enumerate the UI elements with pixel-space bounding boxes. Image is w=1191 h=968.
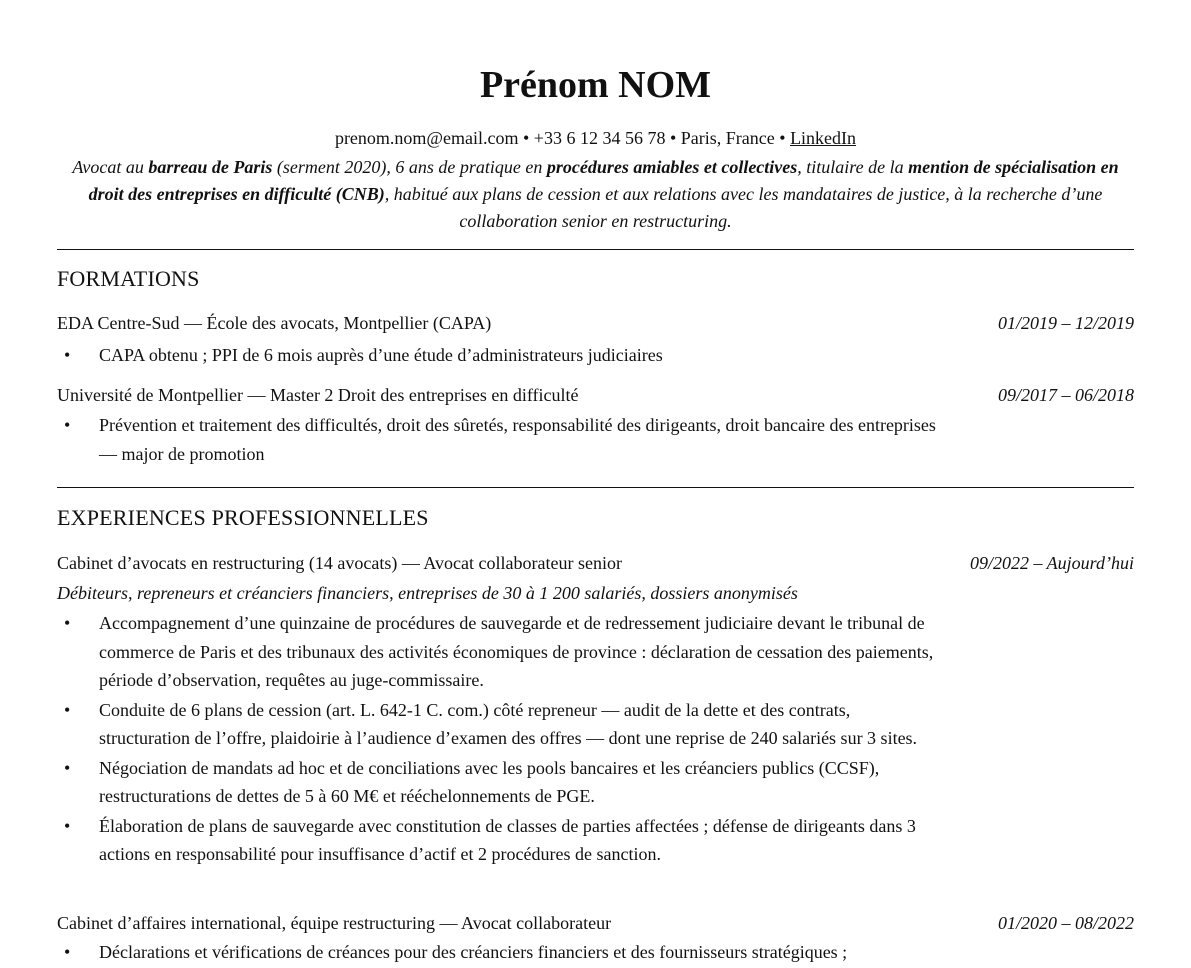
section-title-formations: FORMATIONS bbox=[57, 266, 200, 291]
summary-text: Avocat au bbox=[72, 157, 149, 177]
summary-bold: procédures amiables et collectives bbox=[546, 157, 798, 177]
section-divider bbox=[57, 487, 1134, 488]
linkedin-link[interactable]: LinkedIn bbox=[790, 128, 857, 148]
list-item: • Déclarations et vérifications de créances pour des créanciers financiers et des fournisseurs stratégiques ; bbox=[57, 938, 939, 967]
summary-text: , titulaire de la bbox=[797, 157, 909, 177]
experience-entry-header bbox=[57, 551, 1134, 575]
experience-date: 01/2020 – 08/2022 bbox=[997, 913, 1134, 933]
summary-text: (serment 2020), 6 ans de pratique en bbox=[272, 157, 547, 177]
education-date: 09/2017 – 06/2018 bbox=[997, 385, 1134, 405]
list-item: • Prévention et traitement des difficultés, droit des sûretés, responsabilité des dirigeants, droit bancaire des entreprises — major de promotion bbox=[57, 411, 939, 468]
list-item: • Négociation de mandats ad hoc et de conciliations avec les pools bancaires et les créanciers publics (CCSF), restructurations de dettes de 5 à 60 M€ et rééchelonnements de PGE. bbox=[57, 754, 939, 811]
contact-separator: • bbox=[518, 128, 534, 148]
list-item: • Accompagnement d’une quinzaine de procédures de sauvegarde et de redressement judiciaire devant le tribunal de commerce de Paris et des tribunaux des activités économiques de province : déclaration de cessation des paiements, période d’observation, requêtes au juge-commissaire. bbox=[57, 609, 939, 695]
section-divider bbox=[57, 249, 1134, 250]
experience-title: Cabinet d’affaires international, équipe restructuring — Avocat collaborateur bbox=[57, 913, 612, 933]
experience-date: 09/2022 – Aujourd’hui bbox=[969, 553, 1134, 573]
summary-text: , habitué aux plans de cession et aux relations avec les mandataires de justice, à la recherche d’une collaboration senior en restructuring. bbox=[384, 184, 1103, 231]
summary-bold: mention de spécialisation en droit des entreprises en difficulté (CNB) bbox=[88, 157, 1119, 204]
summary-bold: barreau de Paris bbox=[148, 157, 273, 177]
education-entry-header bbox=[57, 383, 1134, 407]
list-item: • Élaboration de plans de sauvegarde avec constitution de classes de parties affectées ; défense de dirigeants dans 3 actions en responsabilité pour insuffisance d’actif et 2 procédures de sanction. bbox=[57, 812, 939, 869]
list-item: • Conduite de 6 plans de cession (art. L. 642-1 C. com.) côté repreneur — audit de la dette et des contrats, structuration de l’offre, plaidoirie à l’audience d’examen des offres — dont une reprise de 240 salariés sur 3 sites. bbox=[57, 696, 939, 753]
contact-separator: • bbox=[774, 128, 791, 148]
list-item: • CAPA obtenu ; PPI de 6 mois auprès d’une étude d’administrateurs judiciaires bbox=[57, 341, 939, 370]
contact-phone: +33 6 12 34 56 78 bbox=[533, 128, 666, 148]
contact-line bbox=[57, 126, 1134, 150]
experience-entry-header bbox=[57, 911, 1134, 935]
education-date: 01/2019 – 12/2019 bbox=[997, 313, 1134, 333]
experience-bullets bbox=[57, 609, 939, 870]
profile-summary bbox=[57, 154, 1134, 235]
education-title: EDA Centre-Sud — École des avocats, Montpellier (CAPA) bbox=[57, 313, 492, 333]
candidate-name: Prénom NOM bbox=[479, 64, 712, 106]
education-title: Université de Montpellier — Master 2 Droit des entreprises en difficulté bbox=[57, 385, 579, 405]
education-entry-header bbox=[57, 311, 1134, 335]
contact-email: prenom.nom@email.com bbox=[334, 128, 519, 148]
experience-title: Cabinet d’avocats en restructuring (14 avocats) — Avocat collaborateur senior bbox=[57, 553, 622, 573]
education-bullets bbox=[57, 341, 939, 371]
section-title-experiences: EXPERIENCES PROFESSIONNELLES bbox=[57, 505, 429, 530]
education-bullets bbox=[57, 411, 939, 469]
contact-location: Paris, France bbox=[680, 128, 775, 148]
contact-separator: • bbox=[665, 128, 681, 148]
experience-subtitle: Débiteurs, repreneurs et créanciers financiers, entreprises de 30 à 1 200 salariés, dossiers anonymisés bbox=[57, 583, 798, 603]
